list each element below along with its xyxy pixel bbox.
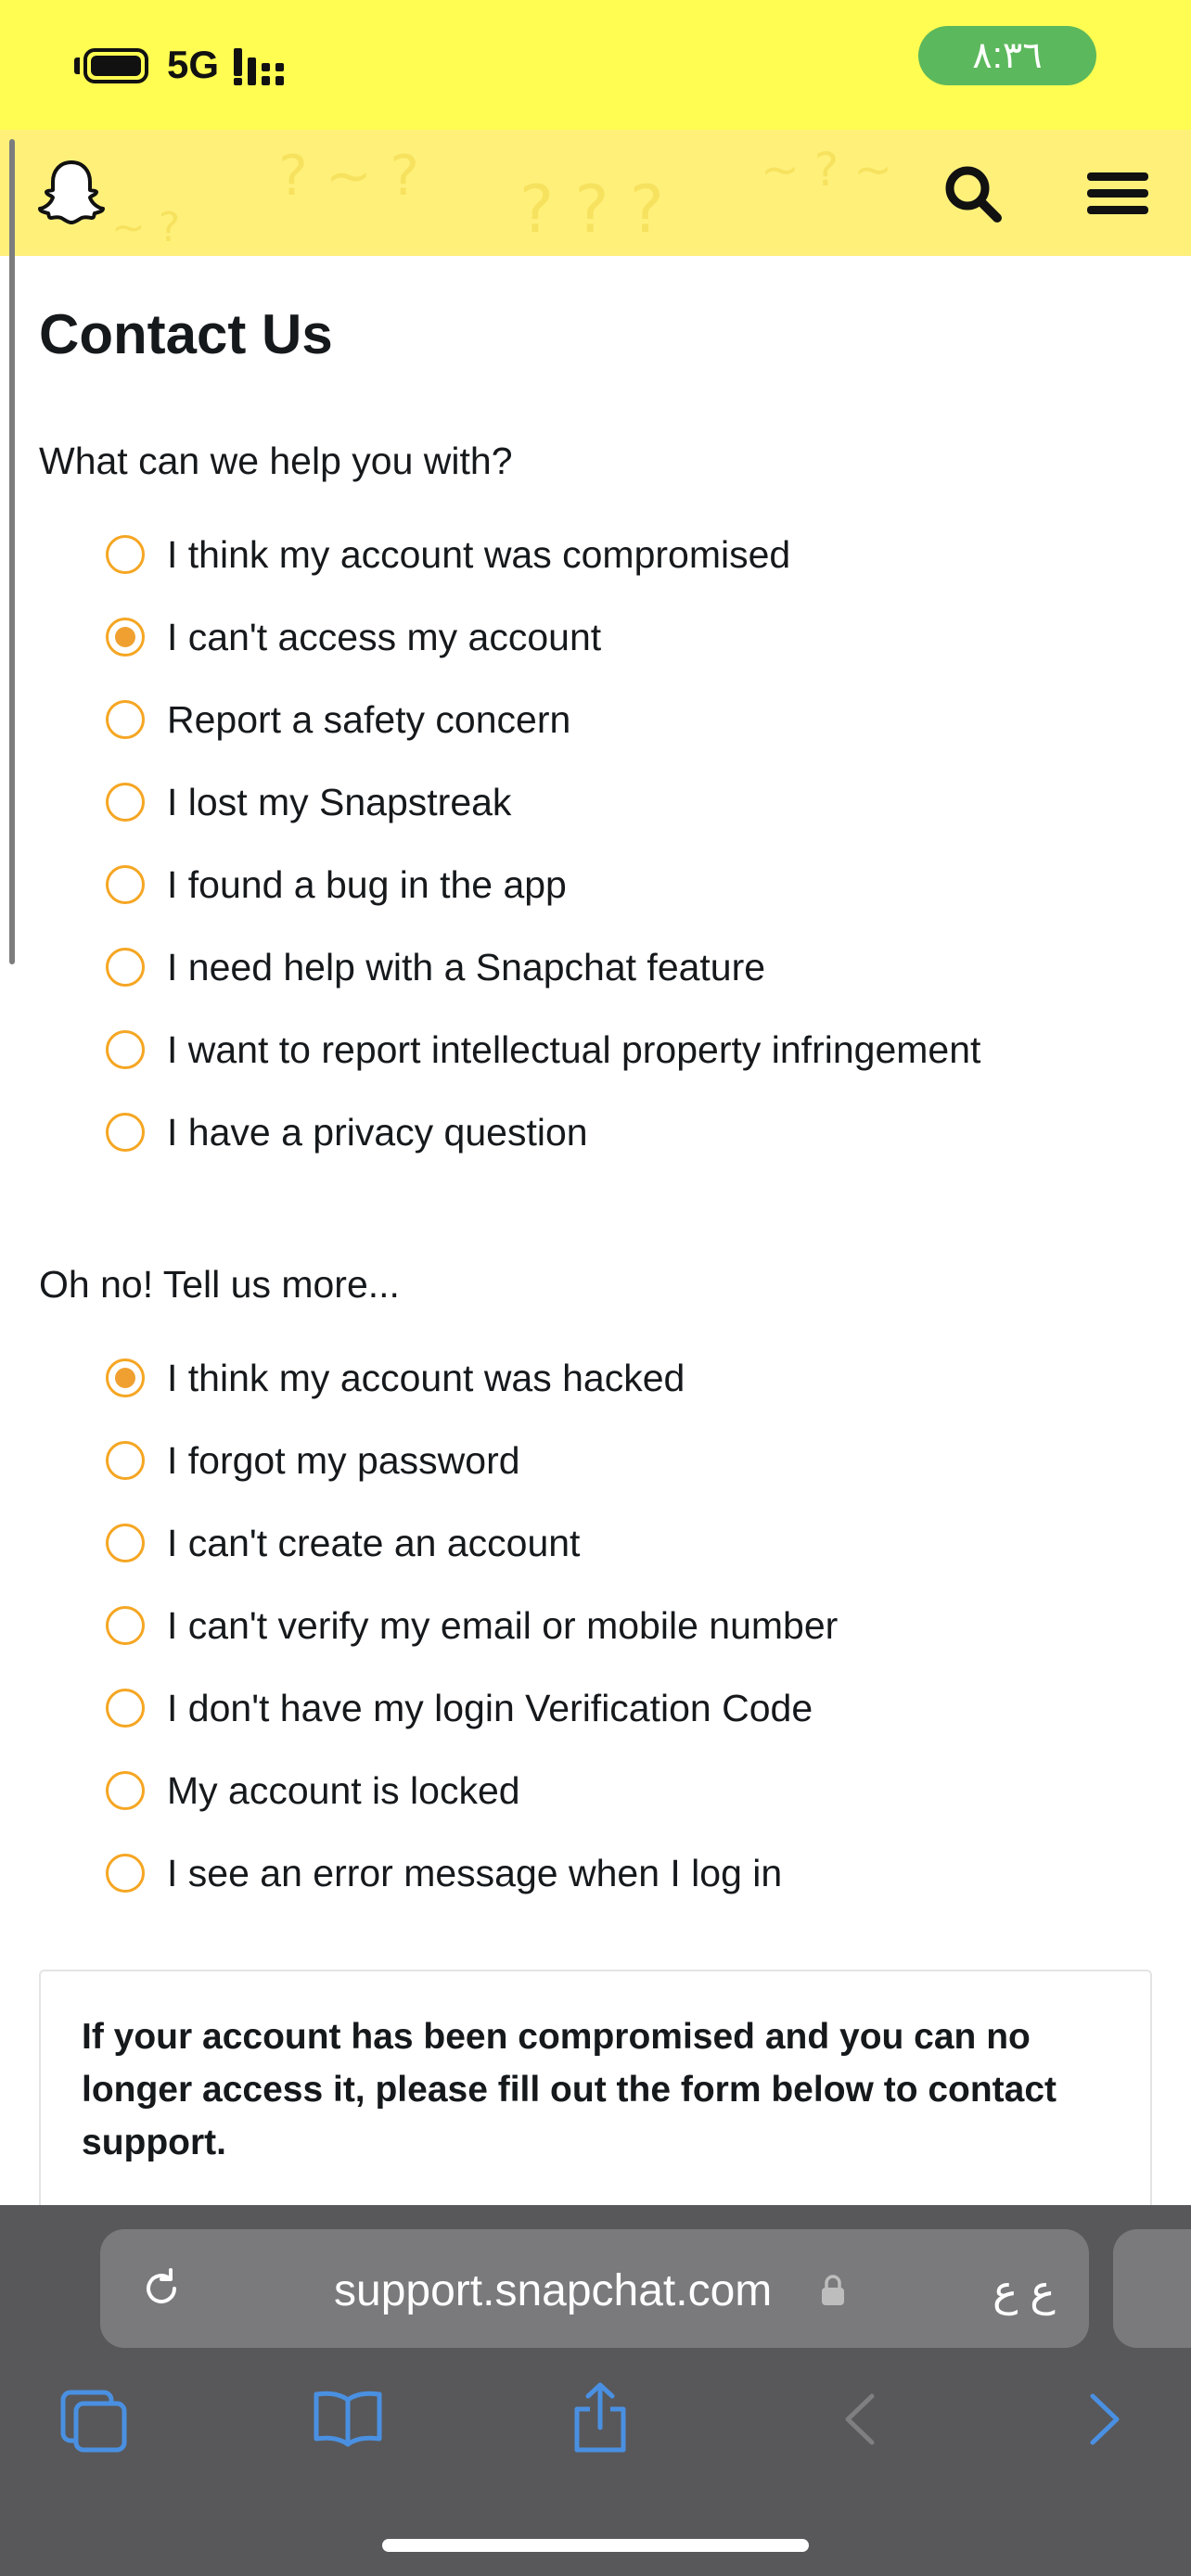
svg-text:~ ? ~: ~ ? ~ [761,143,893,197]
followup-option[interactable] [106,1515,580,1571]
followup-question: Oh no! Tell us more... [39,1263,400,1306]
url-text[interactable]: support.snapchat.com [334,2266,773,2315]
help-option-label[interactable]: I can't access my account [167,615,602,658]
page-title: Contact Us [39,303,333,365]
help-option[interactable] [106,1022,980,1078]
status-bar [0,0,1191,130]
battery-tip [74,57,80,74]
help-question: What can we help you with? [39,440,513,482]
radio-button-icon[interactable] [106,535,145,574]
lock-icon [820,2274,846,2307]
hamburger-menu-icon[interactable] [1085,171,1150,217]
followup-option-label[interactable]: I can't verify my email or mobile number [167,1603,839,1647]
help-option-label[interactable]: I lost my Snapstreak [167,780,512,823]
help-option-label[interactable]: I think my account was compromised [167,532,791,576]
help-option[interactable] [106,692,570,747]
followup-option[interactable] [106,1598,838,1653]
radio-button-icon[interactable] [106,1441,145,1480]
help-option-label[interactable]: Report a safety concern [167,697,571,741]
back-arrow-icon[interactable] [840,2392,877,2446]
radio-button-icon[interactable] [106,618,145,657]
header-pattern [0,130,1191,256]
help-option[interactable] [106,939,765,995]
next-tab-preview[interactable] [1113,2229,1191,2348]
tabs-icon[interactable] [59,2389,130,2454]
radio-button-icon[interactable] [106,700,145,739]
info-text: If your account has been compromised and you can no longer access it, please fill out the form below to contact support. [82,2017,1057,2162]
followup-option-label[interactable]: I forgot my password [167,1438,520,1482]
help-option-label[interactable]: I need help with a Snapchat feature [167,945,766,988]
help-option[interactable] [106,1104,588,1160]
svg-text:? ~ ?: ? ~ ? [278,144,420,209]
help-option[interactable] [106,527,790,582]
followup-option[interactable] [106,1350,685,1406]
info-box [39,1970,1152,2211]
followup-option[interactable] [106,1680,813,1736]
battery-icon [83,48,148,83]
radio-button-icon[interactable] [106,1854,145,1893]
home-indicator[interactable] [382,2539,809,2552]
radio-button-icon[interactable] [106,1030,145,1069]
radio-button-icon[interactable] [106,1689,145,1728]
svg-text:? ? ?: ? ? ? [519,172,664,248]
search-icon[interactable] [942,163,1004,224]
followup-option[interactable] [106,1763,520,1818]
help-option[interactable] [106,774,511,830]
help-option-label[interactable]: I want to report intellectual property infringement [167,1027,981,1071]
radio-button-icon[interactable] [106,1771,145,1810]
radio-button-icon[interactable] [106,865,145,904]
followup-option-label[interactable]: I think my account was hacked [167,1356,685,1399]
help-option[interactable] [106,609,601,665]
radio-button-icon[interactable] [106,1358,145,1397]
signal-icon [234,48,291,85]
bookmarks-icon[interactable] [312,2389,384,2448]
radio-button-icon[interactable] [106,1606,145,1645]
snapchat-ghost-icon[interactable] [37,158,106,226]
text-size-button[interactable]: ع ع [992,2266,1056,2315]
help-option-label[interactable]: I found a bug in the app [167,862,567,906]
reload-icon[interactable] [139,2266,184,2311]
followup-option-label[interactable]: I don't have my login Verification Code [167,1686,813,1729]
scroll-indicator[interactable] [9,139,15,964]
followup-option[interactable] [106,1845,782,1901]
site-header [0,130,1191,256]
radio-button-icon[interactable] [106,783,145,822]
followup-option-label[interactable]: I can't create an account [167,1521,581,1564]
forward-arrow-icon[interactable] [1087,2392,1124,2446]
share-icon[interactable] [571,2381,629,2454]
radio-button-icon[interactable] [106,1113,145,1152]
followup-option-label[interactable]: My account is locked [167,1768,520,1812]
clock-pill[interactable]: ٨:٣٦ [918,26,1096,85]
network-type: 5G [167,43,220,86]
help-option-label[interactable]: I have a privacy question [167,1110,588,1154]
radio-button-icon[interactable] [106,948,145,987]
radio-button-icon[interactable] [106,1524,145,1562]
followup-option[interactable] [106,1433,520,1488]
help-option[interactable] [106,857,567,912]
svg-text:~ ?: ~ ? [111,204,181,251]
followup-option-label[interactable]: I see an error message when I log in [167,1851,783,1894]
